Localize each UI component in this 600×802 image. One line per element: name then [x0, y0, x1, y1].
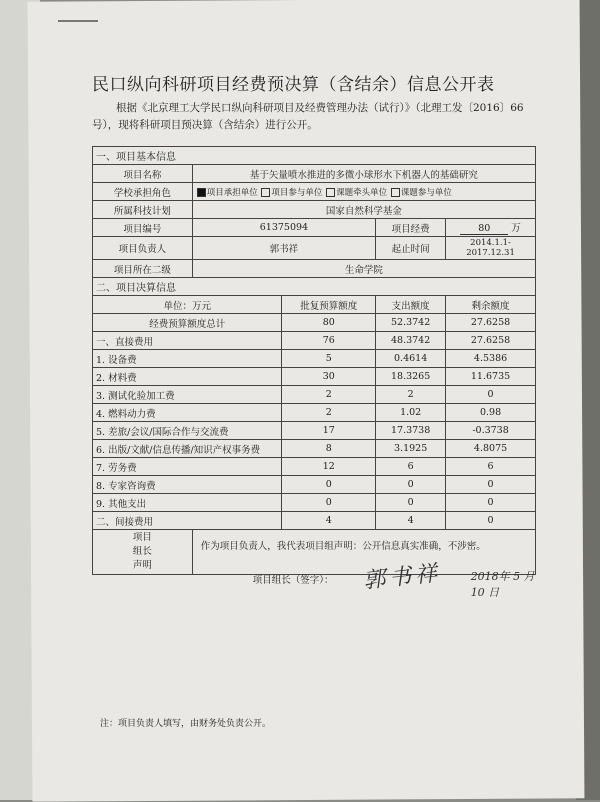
project-funds-label: 项目经费 — [376, 219, 446, 237]
budget-remaining: -0.3738 — [446, 422, 536, 440]
declaration-text: 作为项目负责人，我代表项目组声明：公开信息真实准确，不涉密。 — [200, 541, 486, 552]
checkbox-empty-icon — [261, 188, 270, 197]
budget-row — [93, 476, 536, 494]
budget-spent: 1.02 — [376, 404, 446, 422]
section2-header: 二、项目决算信息 — [93, 278, 536, 296]
budget-row — [93, 404, 536, 422]
budget-row — [93, 350, 536, 368]
budget-spent: 0.4614 — [376, 350, 446, 368]
page-title: 民口纵向科研项目经费预决算（含结余）信息公开表 — [92, 75, 495, 95]
budget-item: 7. 劳务费 — [93, 458, 282, 476]
role-label: 学校承担角色 — [93, 183, 193, 201]
budget-row — [93, 458, 536, 476]
role-option: 项目参与单位 — [271, 187, 323, 198]
declaration-label-cell — [93, 530, 193, 575]
budget-item: 9. 其他支出 — [93, 494, 282, 512]
budget-spent: 4 — [376, 512, 446, 530]
checkbox-empty-icon — [326, 188, 335, 197]
budget-remaining: 4.5386 — [446, 350, 536, 368]
project-funds-value: 80 — [460, 223, 508, 235]
plan-value: 国家自然科学基金 — [192, 201, 535, 219]
budget-spent: 0 — [376, 494, 446, 512]
plan-label: 所属科技计划 — [93, 201, 193, 219]
project-number-value: 61375094 — [192, 219, 376, 237]
budget-remaining: 0 — [446, 386, 536, 404]
department-value: 生命学院 — [192, 260, 535, 278]
role-option: 项目承担单位 — [206, 187, 258, 198]
budget-approved: 2 — [282, 404, 376, 422]
sign-label: 项目组长（签字）： — [252, 575, 334, 586]
budget-remaining: 27.6258 — [446, 314, 536, 332]
column-header-remaining: 剩余额度 — [446, 296, 536, 314]
leader-value: 郭书祥 — [192, 237, 376, 260]
budget-item: 经费预算额度总计 — [93, 314, 282, 332]
budget-spent: 48.3742 — [376, 332, 446, 350]
budget-row — [93, 386, 536, 404]
project-name-label: 项目名称 — [93, 165, 193, 183]
info-table — [92, 146, 536, 599]
budget-remaining: 0.98 — [446, 404, 536, 422]
project-name-value: 基于矢量喷水推进的多微小球形水下机器人的基础研究 — [192, 165, 535, 183]
checkbox-empty-icon — [391, 188, 400, 197]
budget-remaining: 6 — [446, 458, 536, 476]
budget-approved: 8 — [282, 440, 376, 458]
footnote: 注：项目负责人填写，由财务处负责公开。 — [100, 719, 272, 729]
budget-row — [93, 512, 536, 530]
project-funds-cell — [446, 219, 536, 237]
budget-remaining: 0 — [446, 494, 536, 512]
budget-row — [93, 332, 536, 350]
budget-spent: 17.3738 — [376, 422, 446, 440]
budget-row — [93, 368, 536, 386]
role-option: 课题参与单位 — [400, 187, 452, 198]
budget-remaining: 4.8075 — [446, 440, 536, 458]
role-options — [192, 183, 535, 201]
budget-item: 4. 燃料动力费 — [93, 404, 282, 422]
budget-approved: 17 — [282, 422, 376, 440]
budget-rows — [93, 314, 536, 530]
budget-spent: 2 — [376, 386, 446, 404]
budget-spent: 52.3742 — [376, 314, 446, 332]
budget-item: 一、直接费用 — [93, 332, 282, 350]
intro-paragraph: 根据《北京理工大学民口纵向科研项目及经费管理办法（试行）》（北理工发〔2016〕66号），现将科研项目预决算（含结余）进行公开。 — [92, 102, 524, 131]
top-mark — [58, 20, 98, 22]
budget-approved: 80 — [282, 314, 376, 332]
budget-approved: 0 — [282, 476, 376, 494]
handwritten-date: 2018年 5 月 10 日 — [470, 570, 535, 599]
declaration-cell — [192, 530, 535, 599]
period-label: 起止时间 — [376, 237, 446, 260]
handwritten-signature: 郭书祥 — [361, 560, 443, 594]
budget-row — [93, 494, 536, 512]
budget-approved: 30 — [282, 368, 376, 386]
period-value: 2014.1.1-2017.12.31 — [446, 237, 536, 260]
department-label: 项目所在二级 — [93, 260, 193, 278]
checkbox-checked-icon — [197, 188, 206, 197]
budget-item: 1. 设备费 — [93, 350, 282, 368]
budget-spent: 3.1925 — [376, 440, 446, 458]
budget-approved: 0 — [282, 494, 376, 512]
budget-row — [93, 440, 536, 458]
budget-approved: 5 — [282, 350, 376, 368]
column-header-unit: 单位：万元 — [93, 296, 282, 314]
budget-item: 6. 出版/文献/信息传播/知识产权事务费 — [93, 440, 282, 458]
budget-spent: 0 — [376, 476, 446, 494]
role-option: 课题牵头单位 — [336, 187, 388, 198]
budget-remaining: 27.6258 — [446, 332, 536, 350]
column-header-approved: 批复预算额度 — [282, 296, 376, 314]
budget-item: 8. 专家咨询费 — [93, 476, 282, 494]
budget-row — [93, 314, 536, 332]
budget-row — [93, 422, 536, 440]
column-header-spent: 支出额度 — [376, 296, 446, 314]
budget-approved: 4 — [282, 512, 376, 530]
budget-remaining: 0 — [446, 476, 536, 494]
budget-approved: 2 — [282, 386, 376, 404]
declaration-label: 项目 组长 声明 — [132, 532, 152, 571]
leader-label: 项目负责人 — [93, 237, 193, 260]
budget-spent: 18.3265 — [376, 368, 446, 386]
budget-approved: 76 — [282, 332, 376, 350]
budget-spent: 6 — [376, 458, 446, 476]
budget-item: 2. 材料费 — [93, 368, 282, 386]
section1-header: 一、项目基本信息 — [93, 147, 536, 165]
budget-remaining: 0 — [446, 512, 536, 530]
budget-item: 5. 差旅/会议/国际合作与交流费 — [93, 422, 282, 440]
budget-item: 3. 测试化验加工费 — [93, 386, 282, 404]
project-number-label: 项目编号 — [93, 219, 193, 237]
budget-approved: 12 — [282, 458, 376, 476]
budget-remaining: 11.6735 — [446, 368, 536, 386]
project-funds-unit: 万 — [511, 223, 521, 234]
budget-item: 二、间接费用 — [93, 512, 282, 530]
